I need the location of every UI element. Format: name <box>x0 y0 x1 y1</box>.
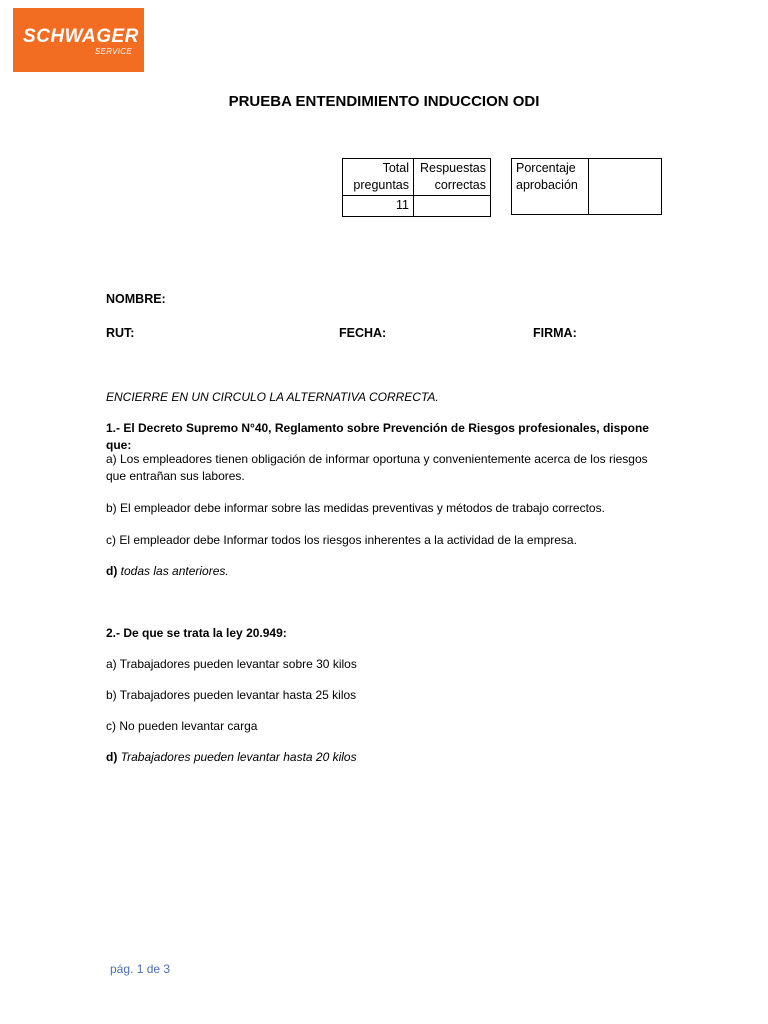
question-1-option-b[interactable]: b) El empleador debe informar sobre las medidas preventivas y métodos de trabajo correctos. <box>106 501 605 515</box>
rut-field-label: RUT: <box>106 326 135 340</box>
option-text: Trabajadores pueden levantar hasta 20 kilos <box>120 750 357 764</box>
company-logo <box>13 8 144 72</box>
question-2-option-b[interactable]: b) Trabajadores pueden levantar hasta 25 kilos <box>106 688 357 702</box>
question-1-prompt: 1.- El Decreto Supremo N°40, Reglamento sobre Prevención de Riesgos profesionales, dispone que: <box>106 421 649 452</box>
question-1-option-a[interactable]: a) Los empleadores tienen obligación de informar oportuna y convenientemente acerca de los riesgos que entrañan sus labores. <box>106 452 648 483</box>
option-letter: d) <box>106 750 118 764</box>
question-2-option-a[interactable]: a) Trabajadores pueden levantar sobre 30 kilos <box>106 657 357 671</box>
score-table <box>342 158 491 217</box>
logo-brand-text: SCHWAGER <box>23 26 139 47</box>
correct-answers-header: Respuestas correctas <box>414 159 491 196</box>
instructions: ENCIERRE EN UN CIRCULO LA ALTERNATIVA CORRECTA. <box>106 390 439 404</box>
correct-answers-value[interactable] <box>414 196 491 217</box>
question-2-option-d[interactable] <box>106 749 666 766</box>
signature-field-label: FIRMA: <box>533 326 577 340</box>
question-2-option-c[interactable]: c) No pueden levantar carga <box>106 719 258 733</box>
page-number: pág. 1 de 3 <box>110 962 171 976</box>
page-title: PRUEBA ENTENDIMIENTO INDUCCION ODI <box>228 93 540 110</box>
question-1-option-c[interactable]: c) El empleador debe Informar todos los riesgos inherentes a la actividad de la empresa. <box>106 533 577 547</box>
option-letter: d) <box>106 564 118 578</box>
question-1-option-d[interactable] <box>106 563 666 580</box>
question-2-prompt: 2.- De que se trata la ley 20.949: <box>106 626 287 640</box>
approval-value[interactable] <box>589 159 662 215</box>
name-field-label: NOMBRE: <box>106 292 166 306</box>
logo-sub-text: SERVICE <box>94 47 132 56</box>
total-questions-value: 11 <box>343 196 414 217</box>
approval-table <box>511 158 662 215</box>
approval-label: Porcentaje aprobación <box>512 159 589 215</box>
option-text: todas las anteriores. <box>120 564 229 578</box>
total-questions-header: Total preguntas <box>343 159 414 196</box>
date-field-label: FECHA: <box>339 326 387 340</box>
